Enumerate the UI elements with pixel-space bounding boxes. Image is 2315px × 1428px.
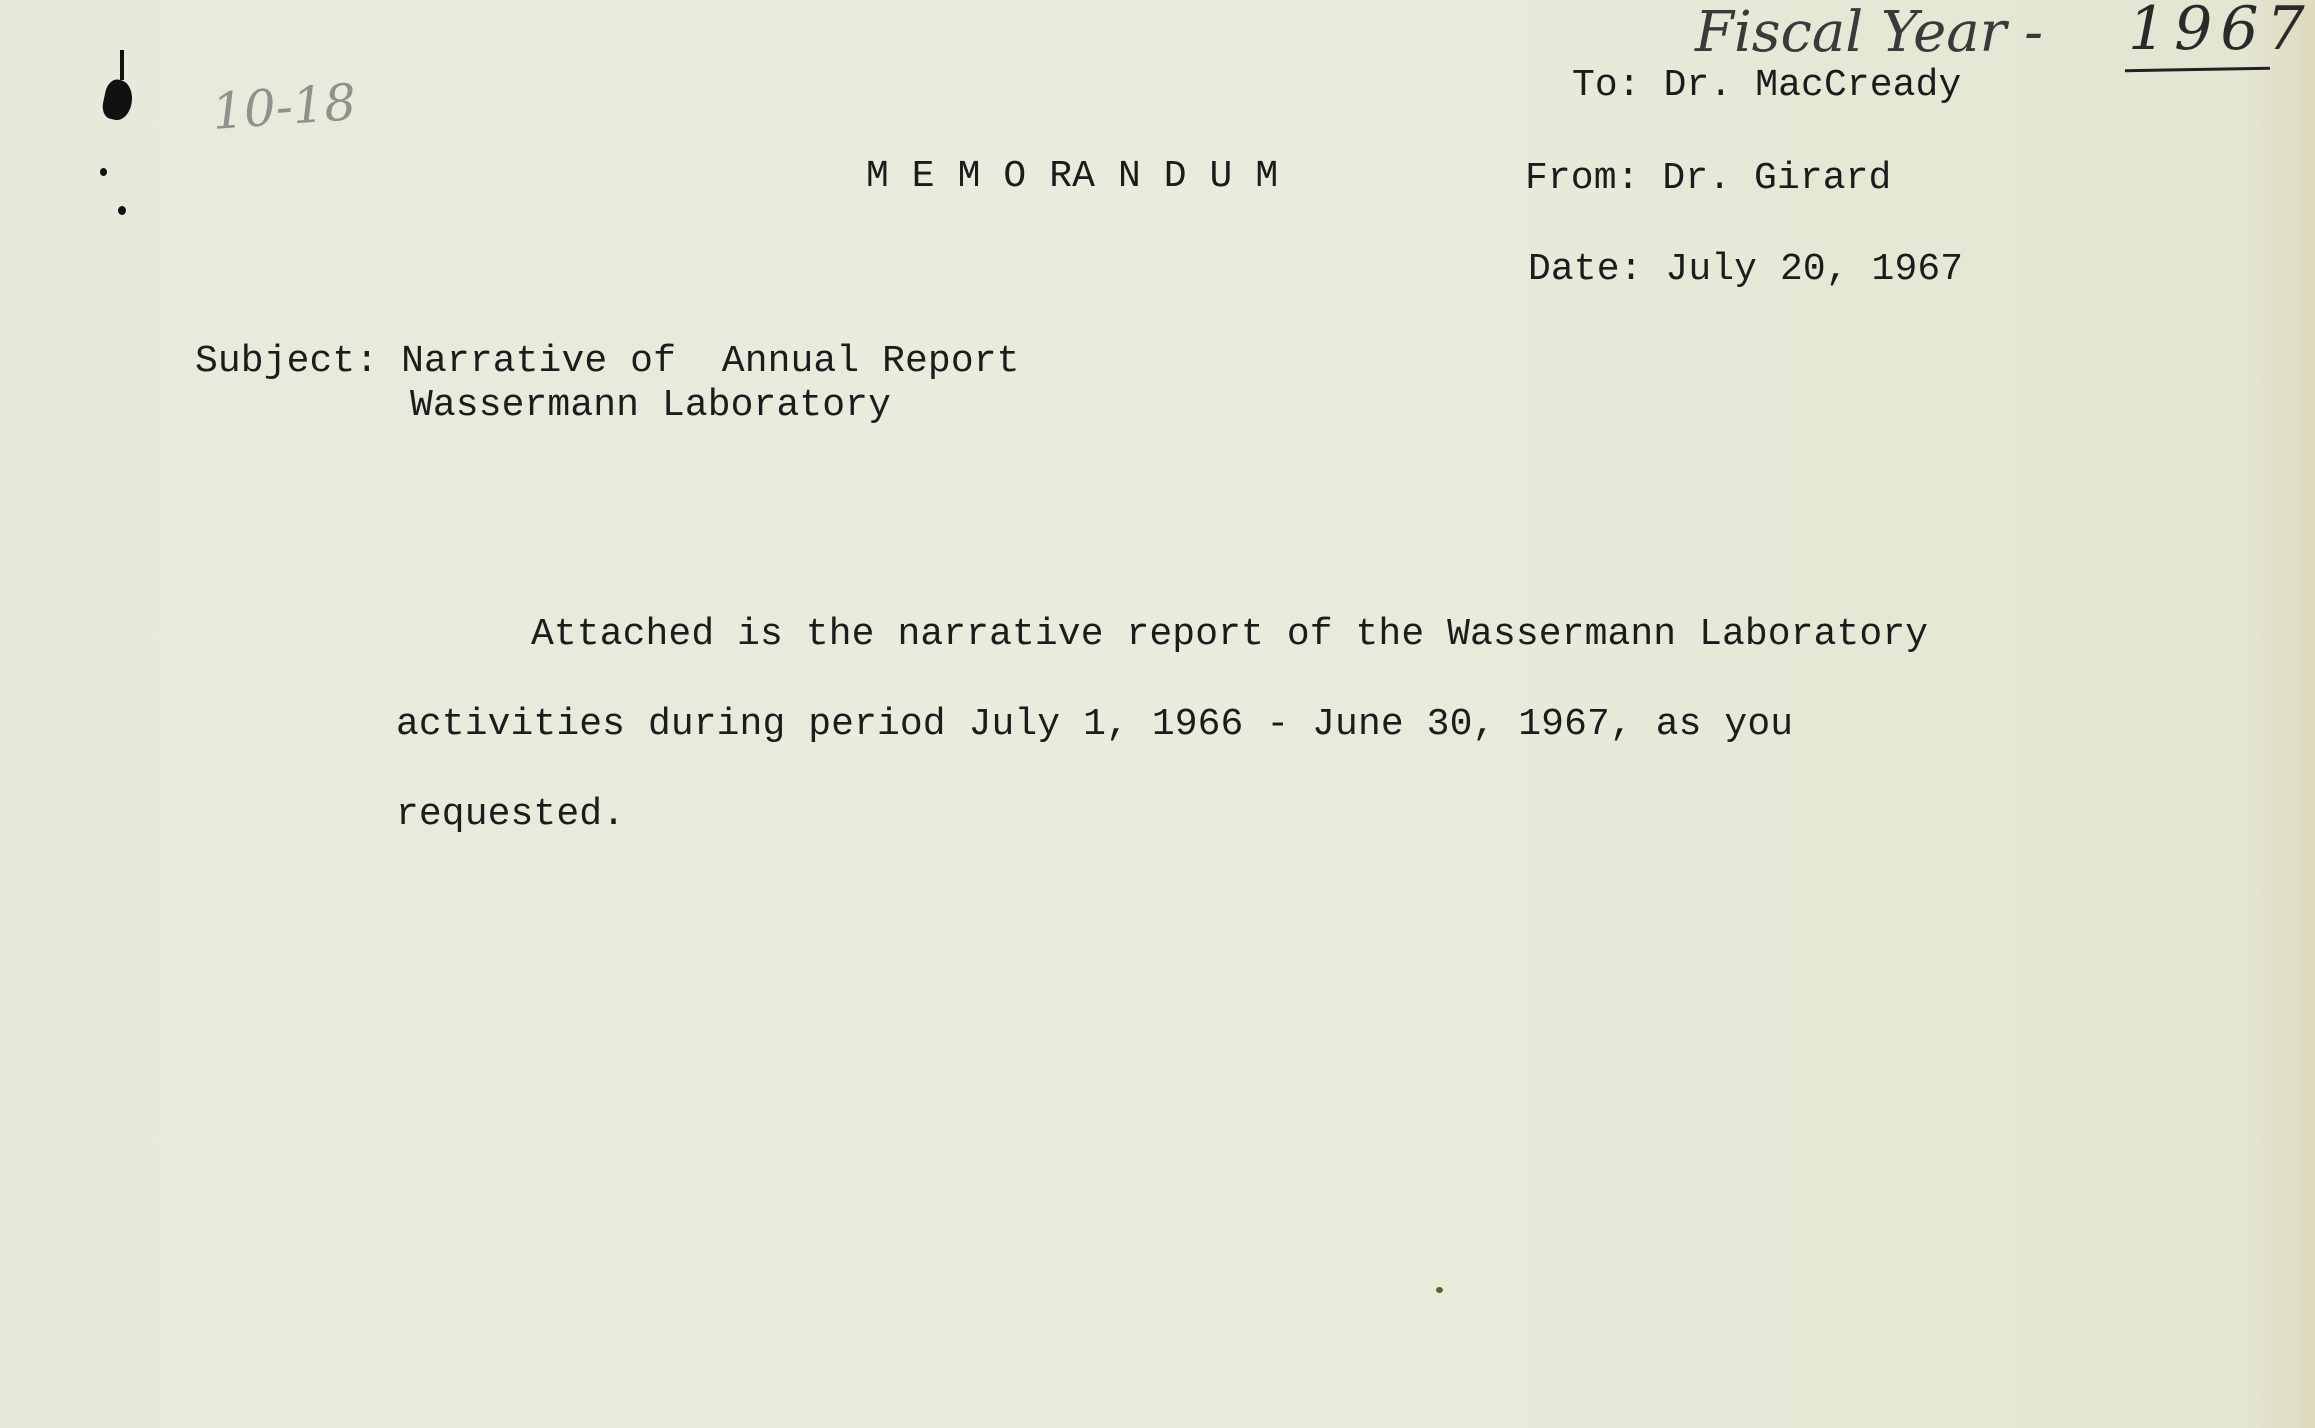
fiscal-year-value: 1967	[2128, 0, 2313, 64]
fiscal-year-annotation: Fiscal Year -	[1695, 0, 2044, 65]
date-line: Date: July 20, 1967	[1528, 248, 1964, 291]
to-line: To: Dr. MacCready	[1572, 64, 1962, 107]
body-line-2: activities during period July 1, 1966 - June 30, 1967, as you	[396, 703, 1794, 746]
fiscal-year-underline	[2125, 67, 2270, 73]
speck	[1436, 1287, 1443, 1293]
subject-line-2: Wassermann Laboratory	[410, 384, 891, 427]
memo-title: M E M O RA N D U M	[866, 155, 1279, 198]
body-line-3: requested.	[396, 793, 626, 836]
subject-line-1: Subject: Narrative of Annual Report	[195, 340, 1020, 383]
file-number-annotation: 10-18	[210, 73, 358, 141]
body-line-1: Attached is the narrative report of the Wassermann Laboratory	[531, 613, 1929, 656]
from-line: From: Dr. Girard	[1525, 157, 1892, 200]
